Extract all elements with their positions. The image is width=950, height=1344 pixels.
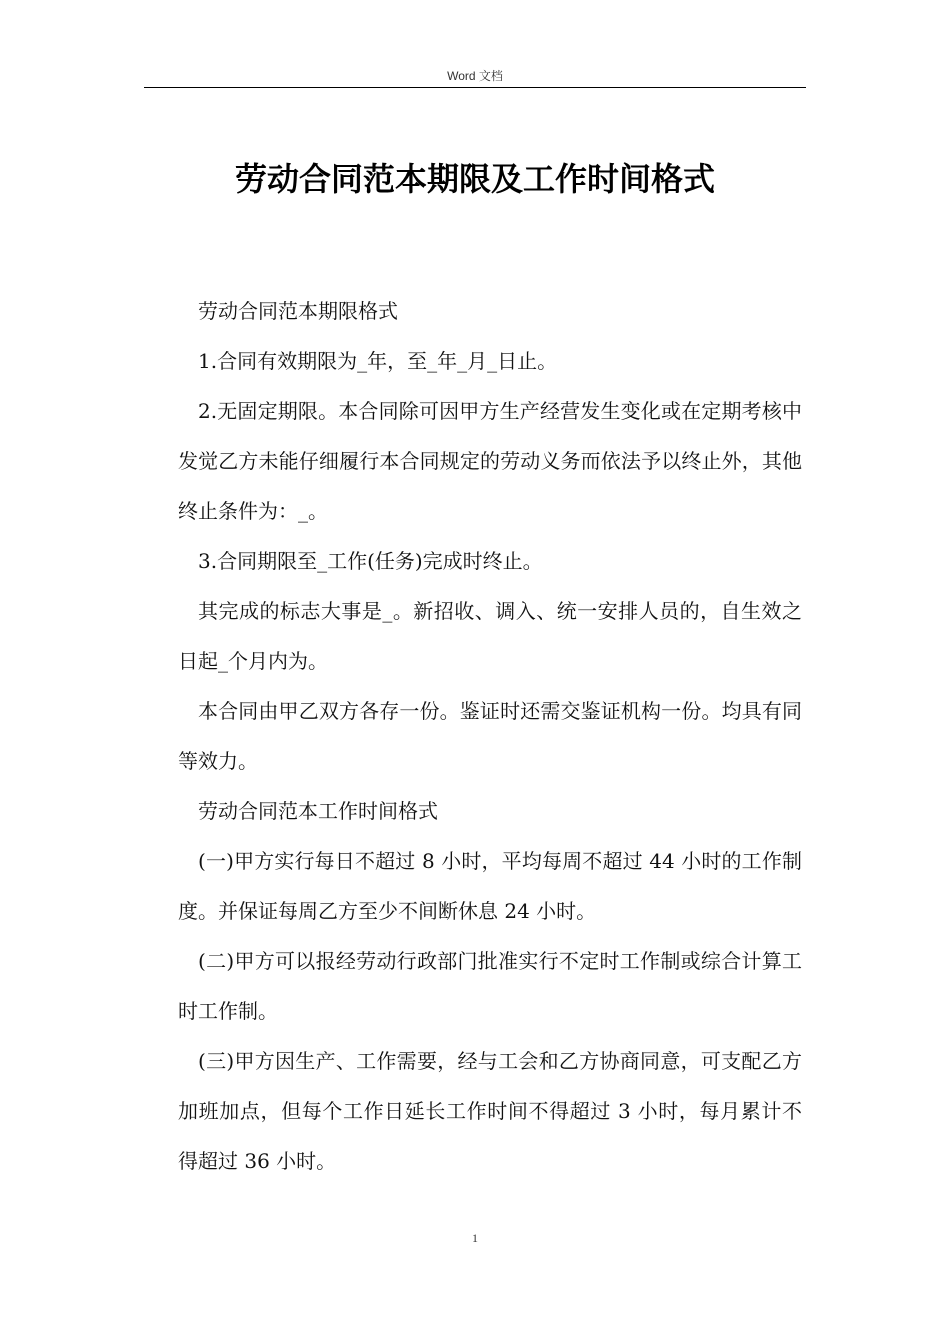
- paragraph-fixed-term: 1.合同有效期限为_年，至_年_月_日止。: [198, 349, 558, 373]
- paragraph-copies: 本合同由甲乙双方各存一份。鉴证时还需交鉴证机构一份。均具有同等效力。: [178, 699, 802, 773]
- paragraph-completion-mark: 其完成的标志大事是_。新招收、调入、统一安排人员的，自生效之日起_个月内为。: [178, 599, 802, 673]
- page-number: 1: [472, 1231, 478, 1245]
- paragraph-task-term: 3.合同期限至_工作(任务)完成时终止。: [198, 549, 543, 573]
- paragraph-worktime-3: (三)甲方因生产、工作需要，经与工会和乙方协商同意，可支配乙方加班加点，但每个工作日延长工作时间不得超过 3 小时，每月累计不得超过 36 小时。: [178, 1049, 802, 1173]
- paragraph-term-heading: 劳动合同范本期限格式: [198, 299, 398, 323]
- header-rule: [144, 87, 806, 88]
- document-title: 劳动合同范本期限及工作时间格式: [234, 160, 715, 198]
- paragraph-open-term: 2.无固定期限。本合同除可因甲方生产经营发生变化或在定期考核中发觉乙方未能仔细履行本合同规定的劳动义务而依法予以终止外，其他终止条件为：_。: [178, 399, 802, 523]
- paragraph-worktime-heading: 劳动合同范本工作时间格式: [198, 799, 438, 823]
- document-body: [178, 286, 802, 1186]
- paragraph-worktime-2: (二)甲方可以报经劳动行政部门批准实行不定时工作制或综合计算工时工作制。: [178, 949, 802, 1023]
- page-header: Word 文档: [447, 69, 503, 83]
- paragraph-worktime-1: (一)甲方实行每日不超过 8 小时，平均每周不超过 44 小时的工作制度。并保证每周乙方至少不间断休息 24 小时。: [178, 849, 802, 923]
